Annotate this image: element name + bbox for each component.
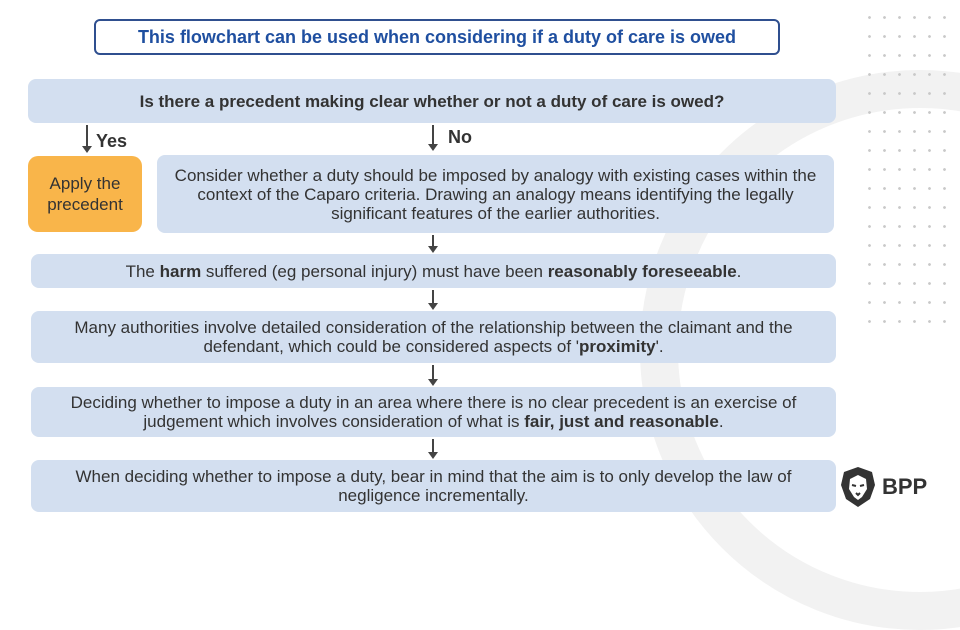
- apply-precedent-box: [28, 156, 142, 232]
- fair-text: Deciding whether to impose a duty in an area where there is no clear precedent is an exercise of judgement which involves consideration of what is fair, just and reasonable.: [70, 393, 797, 431]
- fair-just-reasonable-box: [31, 387, 836, 437]
- arrow-to-harm: [432, 235, 434, 247]
- bpp-logo-text: BPP: [882, 474, 928, 499]
- no-arrow: [432, 125, 434, 145]
- analogy-box: [157, 155, 834, 233]
- arrow-to-incremental: [432, 439, 434, 453]
- yes-label: Yes: [96, 131, 128, 151]
- harm-box: [31, 254, 836, 288]
- decorative-dot-grid: [862, 8, 954, 338]
- incremental-box: [31, 460, 836, 512]
- yes-arrow: [86, 125, 88, 147]
- harm-text: The harm suffered (eg personal injury) must have been reasonably foreseeable.: [125, 261, 742, 281]
- flowchart-title-text: This flowchart can be used when considering if a duty of care is owed: [137, 26, 737, 47]
- harm-bold: harm: [159, 261, 202, 281]
- analogy-text: Consider whether a duty should be imposed by analogy with existing cases within the context of the Caparo criteria. Drawing an analogy means identifying the legally significant features of the earlier authorities.: [174, 165, 817, 223]
- bpp-logo: [838, 465, 938, 509]
- arrow-to-fair: [432, 365, 434, 380]
- precedent-question-box: [28, 79, 836, 123]
- fair-bold: fair, just and reasonable: [524, 412, 719, 431]
- flowchart-title: [94, 19, 780, 55]
- proximity-text: Many authorities involve detailed consideration of the relationship between the claimant and the defendant, which could be considered aspects of 'proximity'.: [74, 318, 793, 356]
- foreseeable-bold: reasonably foreseeable: [547, 261, 737, 281]
- arrow-to-proximity: [432, 290, 434, 304]
- precedent-question-text: Is there a precedent making clear whether or not a duty of care is owed?: [139, 91, 725, 111]
- no-label: No: [448, 127, 472, 147]
- apply-precedent-text: Apply the precedent: [47, 174, 123, 214]
- proximity-box: [31, 311, 836, 363]
- lion-head-icon: [838, 465, 878, 509]
- incremental-text: When deciding whether to impose a duty, bear in mind that the aim is to only develop the law of negligence incrementally.: [75, 467, 792, 505]
- proximity-bold: proximity: [579, 337, 656, 356]
